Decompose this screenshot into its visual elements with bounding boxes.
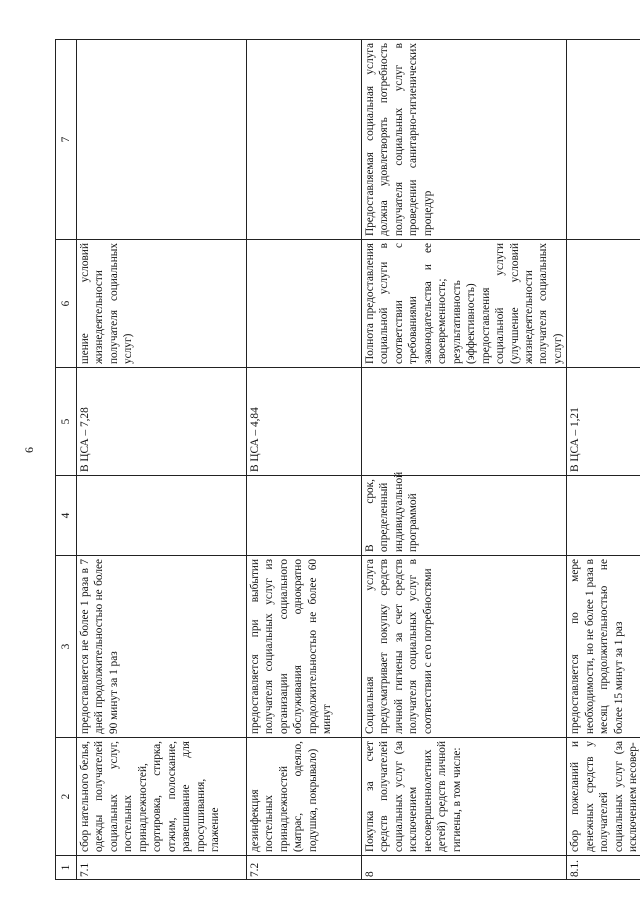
row-number: 7.1 xyxy=(77,856,247,880)
service-tariff: В ЦСА – 1,21 xyxy=(567,368,640,476)
quality-indicators xyxy=(247,240,362,368)
service-conditions xyxy=(567,40,640,240)
header-cell: 1 xyxy=(56,856,77,880)
rotated-table-page xyxy=(55,40,640,880)
service-name: сбор пожеланий и денежных средств у получателей социальных услуг (за исключением несовер- xyxy=(567,738,640,856)
row-number: 8 xyxy=(362,856,567,880)
table-row xyxy=(567,40,640,880)
service-term: В срок, определенный индивидуальной программой xyxy=(362,476,567,556)
table-row xyxy=(77,40,247,880)
service-conditions xyxy=(247,40,362,240)
header-cell: 6 xyxy=(56,240,77,368)
service-tariff: В ЦСА – 4,84 xyxy=(247,368,362,476)
header-row xyxy=(56,40,77,880)
service-tariff: В ЦСА – 7,28 xyxy=(77,368,247,476)
row-number: 8.1. xyxy=(567,856,640,880)
service-description: предоставляется по мере необходимости, но не более 1 раза в месяц продолжительностью не более 15 минут за 1 раз xyxy=(567,556,640,738)
service-tariff xyxy=(362,368,567,476)
header-cell: 2 xyxy=(56,738,77,856)
row-number: 7.2 xyxy=(247,856,362,880)
service-name: сбор нательного белья, одежды получателей социальных услуг, постельных принадлежностей, сортировка, стирка, отжим, полоскание, развешивание для просушивания, глажение xyxy=(77,738,247,856)
services-table xyxy=(55,39,640,880)
service-conditions xyxy=(77,40,247,240)
service-name: дезинфекция постельных принадлежностей (матрас, одеяло, подушка, покрывало) xyxy=(247,738,362,856)
header-cell: 5 xyxy=(56,368,77,476)
page-number: 6 xyxy=(22,447,36,453)
service-name: Покупка за счет средств получателей социальных услуг (за исключением несовершеннолетних детей) средств личной гигиены, в том числе: xyxy=(362,738,567,856)
header-cell: 4 xyxy=(56,476,77,556)
header-cell: 3 xyxy=(56,556,77,738)
service-term xyxy=(77,476,247,556)
quality-indicators xyxy=(567,240,640,368)
quality-indicators: шение условий жизнедеятельности получателя социальных услуг) xyxy=(77,240,247,368)
service-description: Социальная услуга предусматривает покупку средств личной гигиены за счет средств получателя социальных услуг в соответствии с его потребностями xyxy=(362,556,567,738)
service-description: предоставляется не более 1 раза в 7 дней продолжительностью не более 90 минут за 1 раз xyxy=(77,556,247,738)
service-term xyxy=(567,476,640,556)
header-cell: 7 xyxy=(56,40,77,240)
service-description: предоставляется при выбытии получателя социальных услуг из организации социального обслуживания однократно продолжительностью не более 60 минут xyxy=(247,556,362,738)
service-term xyxy=(247,476,362,556)
quality-indicators: Полнота предоставления социальной услуги в соответствии с требованиями законодательства и ее своевременность; результативность (эффективность) предоставления социальной услуги (улучшение условий жизнедеятельности получателя социальных услуг) xyxy=(362,240,567,368)
service-conditions: Предоставляемая социальная услуга должна удовлетворять потребность получателя социальных услуг в проведении санитарно-гигиенических процедур xyxy=(362,40,567,240)
table-row xyxy=(247,40,362,880)
table-row xyxy=(362,40,567,880)
